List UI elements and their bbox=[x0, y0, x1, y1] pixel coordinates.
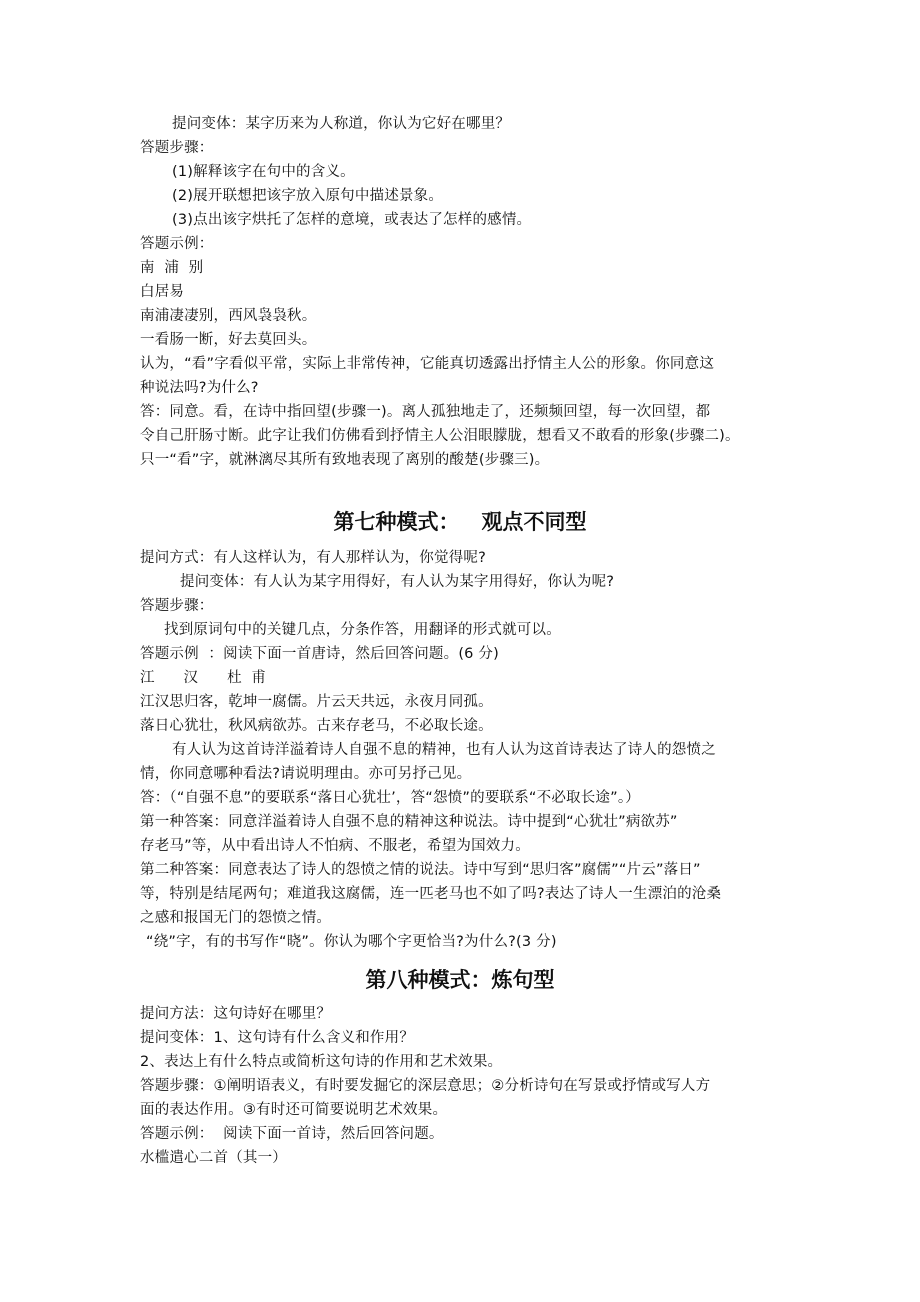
poem-line: 一看肠一断，好去莫回头。 bbox=[140, 332, 317, 348]
text-line: 答题示例： 阅读下面一首诗，然后回答问题。 bbox=[140, 1126, 444, 1142]
text-line: 答题步骤： bbox=[140, 140, 214, 156]
text-line: 答题示例： bbox=[140, 236, 214, 252]
text-line: 等，特别是结尾两句；难道我这腐儒，连一匹老马也不如了吗?表达了诗人一生漂泊的沧桑 bbox=[140, 886, 722, 902]
text-line: 之感和报国无门的怨愤之情。 bbox=[140, 910, 332, 926]
text-line: “绕”字，有的书写作“晓”。你认为哪个字更恰当?为什么?(3 分) bbox=[146, 934, 557, 950]
text-line: 答：同意。看，在诗中指回望(步骤一)。离人孤独地走了，还频频回望，每一次回望，都 bbox=[140, 404, 711, 420]
text-line: (3)点出该字烘托了怎样的意境，或表达了怎样的感情。 bbox=[172, 212, 532, 228]
poem-title: 水槛遣心二首（其一） bbox=[140, 1150, 287, 1166]
poem-line: 落日心犹壮，秋风病欲苏。古来存老马，不必取长途。 bbox=[140, 718, 493, 734]
text-line: 情，你同意哪种看法?请说明理由。亦可另抒己见。 bbox=[140, 766, 472, 782]
text-line: 2、表达上有什么特点或简析这句诗的作用和艺术效果。 bbox=[140, 1054, 503, 1070]
text-line: 存老马”等，从中看出诗人不怕病、不服老，希望为国效力。 bbox=[140, 838, 530, 854]
text-line: 提问方式：有人这样认为，有人那样认为，你觉得呢? bbox=[140, 550, 486, 566]
section-heading-8: 第八种模式：炼句型 bbox=[365, 968, 555, 992]
text-line: 有人认为这首诗洋溢着诗人自强不息的精神，也有人认为这首诗表达了诗人的怨愤之 bbox=[172, 742, 716, 758]
text-line: 种说法吗?为什么? bbox=[140, 380, 259, 396]
text-line: (1)解释该字在句中的含义。 bbox=[172, 164, 355, 180]
text-line: 认为，“看”字看似平常，实际上非常传神，它能真切透露出抒情主人公的形象。你同意这 bbox=[140, 356, 715, 372]
text-line: 答题步骤： bbox=[140, 598, 214, 614]
text-line: 提问变体：有人认为某字用得好，有人认为某字用得好，你认为呢? bbox=[180, 574, 615, 590]
poem-line: 江汉思归客，乾坤一腐儒。片云天共远，永夜月同孤。 bbox=[140, 694, 493, 710]
text-line: 第一种答案：同意洋溢着诗人自强不息的精神这种说法。诗中提到“心犹壮”病欲苏” bbox=[140, 814, 678, 830]
poem-title: 南 浦 别 bbox=[140, 260, 204, 276]
poem-line: 南浦凄凄别，西风袅袅秋。 bbox=[140, 308, 317, 324]
text-line: 答：（“自强不息”的要联系“落日心犹壮’，答“怨愤”的要联系“不必取长途”。） bbox=[140, 790, 640, 806]
text-line: 找到原词句中的关键几点，分条作答，用翻译的形式就可以。 bbox=[164, 622, 561, 638]
text-line: 面的表达作用。③有时还可简要说明艺术效果。 bbox=[140, 1102, 448, 1118]
poem-author: 白居易 bbox=[140, 284, 185, 300]
text-line: 令自己肝肠寸断。此字让我们仿佛看到抒情主人公泪眼朦胧，想看又不敢看的形象(步骤二)。 bbox=[140, 428, 740, 444]
text-line: 提问变体：某字历来为人称道，你认为它好在哪里？ bbox=[172, 116, 511, 132]
section-heading-7: 第七种模式： 观点不同型 bbox=[333, 510, 587, 534]
text-line: 提问方法：这句诗好在哪里？ bbox=[140, 1006, 332, 1022]
text-line: 只一“看”字，就淋漓尽其所有致地表现了离别的酸楚(步骤三)。 bbox=[140, 452, 550, 468]
text-line: (2)展开联想把该字放入原句中描述景象。 bbox=[172, 188, 444, 204]
text-line: 第二种答案：同意表达了诗人的怨愤之情的说法。诗中写到“思归客”腐儒”“片云”落日” bbox=[140, 862, 701, 878]
text-line: 答题步骤：①阐明语表义，有时要发掘它的深层意思；②分析诗句在写景或抒情或写人方 bbox=[140, 1078, 711, 1094]
text-line: 提问变体：1、这句诗有什么含义和作用？ bbox=[140, 1030, 415, 1046]
text-line: 答题示例 ：阅读下面一首唐诗，然后回答问题。(6 分) bbox=[140, 646, 499, 662]
poem-title: 江 汉 杜 甫 bbox=[140, 670, 267, 686]
